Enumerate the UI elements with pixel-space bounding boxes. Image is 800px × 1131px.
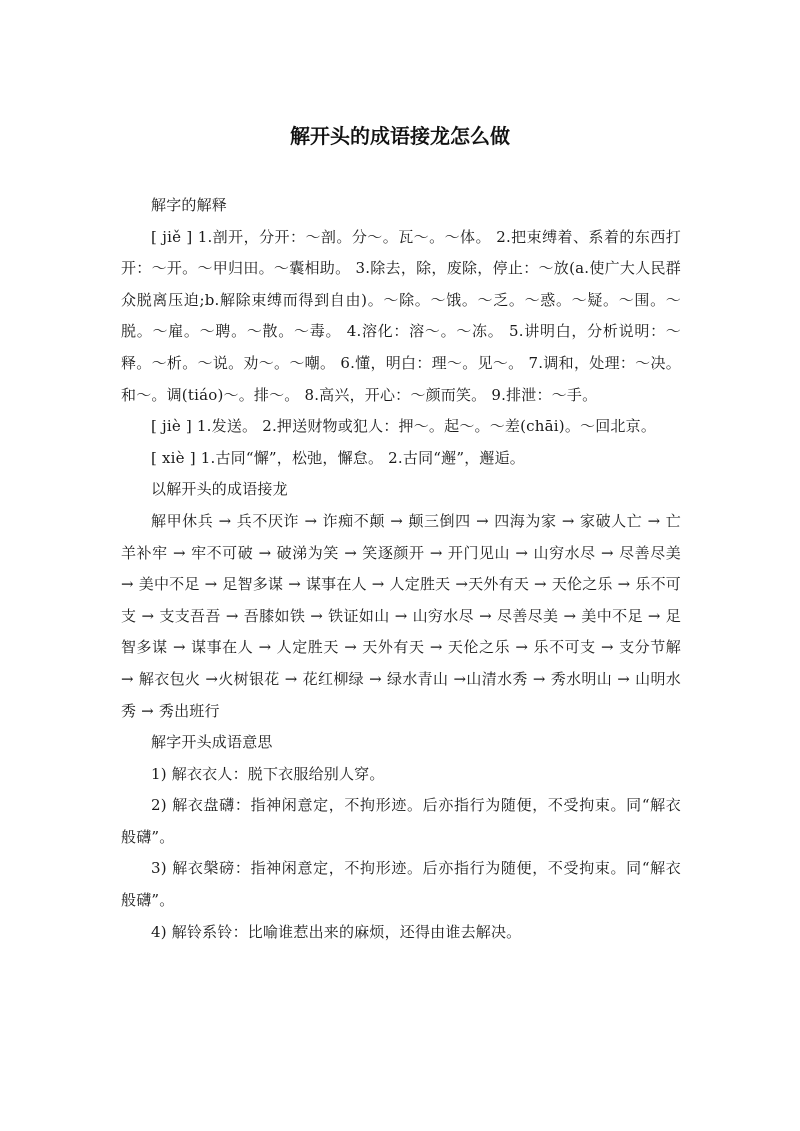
definition-jie3: [ jiě ] 1.剖开，分开：～剖。分～。瓦～。～体。 2.把束缚着、系着的东西打开：～开。～甲归田。～囊相助。 3.除去，除，废除，停止：～放(a.使广大人民群众脱离压迫;b.解除束缚而得到自由)。～除。～饿。～乏。～惑。～疑。～围。～脱。～雇。～聘。～散。～毒。 4.溶化：溶～。～冻。 5.讲明白，分析说明：～释。～析。～说。劝～。～嘲。 6.懂，明白：理～。见～。 7.调和，处理：～决。和～。调(tiáo)～。排～。 8.高兴，开心：～颜而笑。 9.排泄：～手。: [121, 227, 681, 404]
document-body: [121, 190, 681, 948]
idiom-meaning-item: 4) 解铃系铃：比喻谁惹出来的麻烦，还得由谁去解决。: [151, 922, 522, 941]
section-heading-definition: 解字的解释: [151, 196, 228, 214]
section-heading-idiom-chain: 以解开头的成语接龙: [151, 480, 288, 499]
idiom-meaning-item: 2) 解衣盘礴：指神闲意定，不拘形迹。后亦指行为随便，不受拘束。同“解衣般礴”。: [121, 796, 681, 846]
idiom-chain-text: 解甲休兵 → 兵不厌诈 → 诈痴不颠 → 颠三倒四 → 四海为家 → 家破人亡 → 亡羊补牢 → 牢不可破 → 破涕为笑 → 笑逐颜开 → 开门见山 → 山穷水尽 → 尽善尽美 → 美中不足 → 足智多谋 → 谋事在人 → 人定胜天 →天外有天 → 天伦之乐 → 乐不可支 → 支支吾吾 → 吾膝如铁 → 铁证如山 → 山穷水尽 → 尽善尽美 → 美中不足 → 足智多谋 → 谋事在人 → 人定胜天 → 天外有天 → 天伦之乐 → 乐不可支 → 支分节解 → 解衣包火 →火树银花 → 花红柳绿 → 绿水青山 →山清水秀 → 秀水明山 → 山明水秀 → 秀出班行: [121, 511, 681, 720]
document-title: 解开头的成语接龙怎么做: [290, 124, 510, 148]
definition-jie4: [ jiè ] 1.发送。 2.押送财物或犯人：押～。起～。～差(chāi)。～回北京。: [151, 417, 657, 436]
section-heading-idiom-meanings: 解字开头成语意思: [151, 733, 273, 752]
idiom-meaning-item: 1) 解衣衣人：脱下衣服给别人穿。: [151, 764, 385, 783]
idiom-meaning-item: 3) 解衣槃磅：指神闲意定，不拘形迹。后亦指行为随便，不受拘束。同“解衣般礴”。: [121, 859, 681, 910]
definition-xie4: [ xiè ] 1.古同“懈”，松弛，懈怠。 2.古同“邂”，邂逅。: [151, 448, 526, 467]
